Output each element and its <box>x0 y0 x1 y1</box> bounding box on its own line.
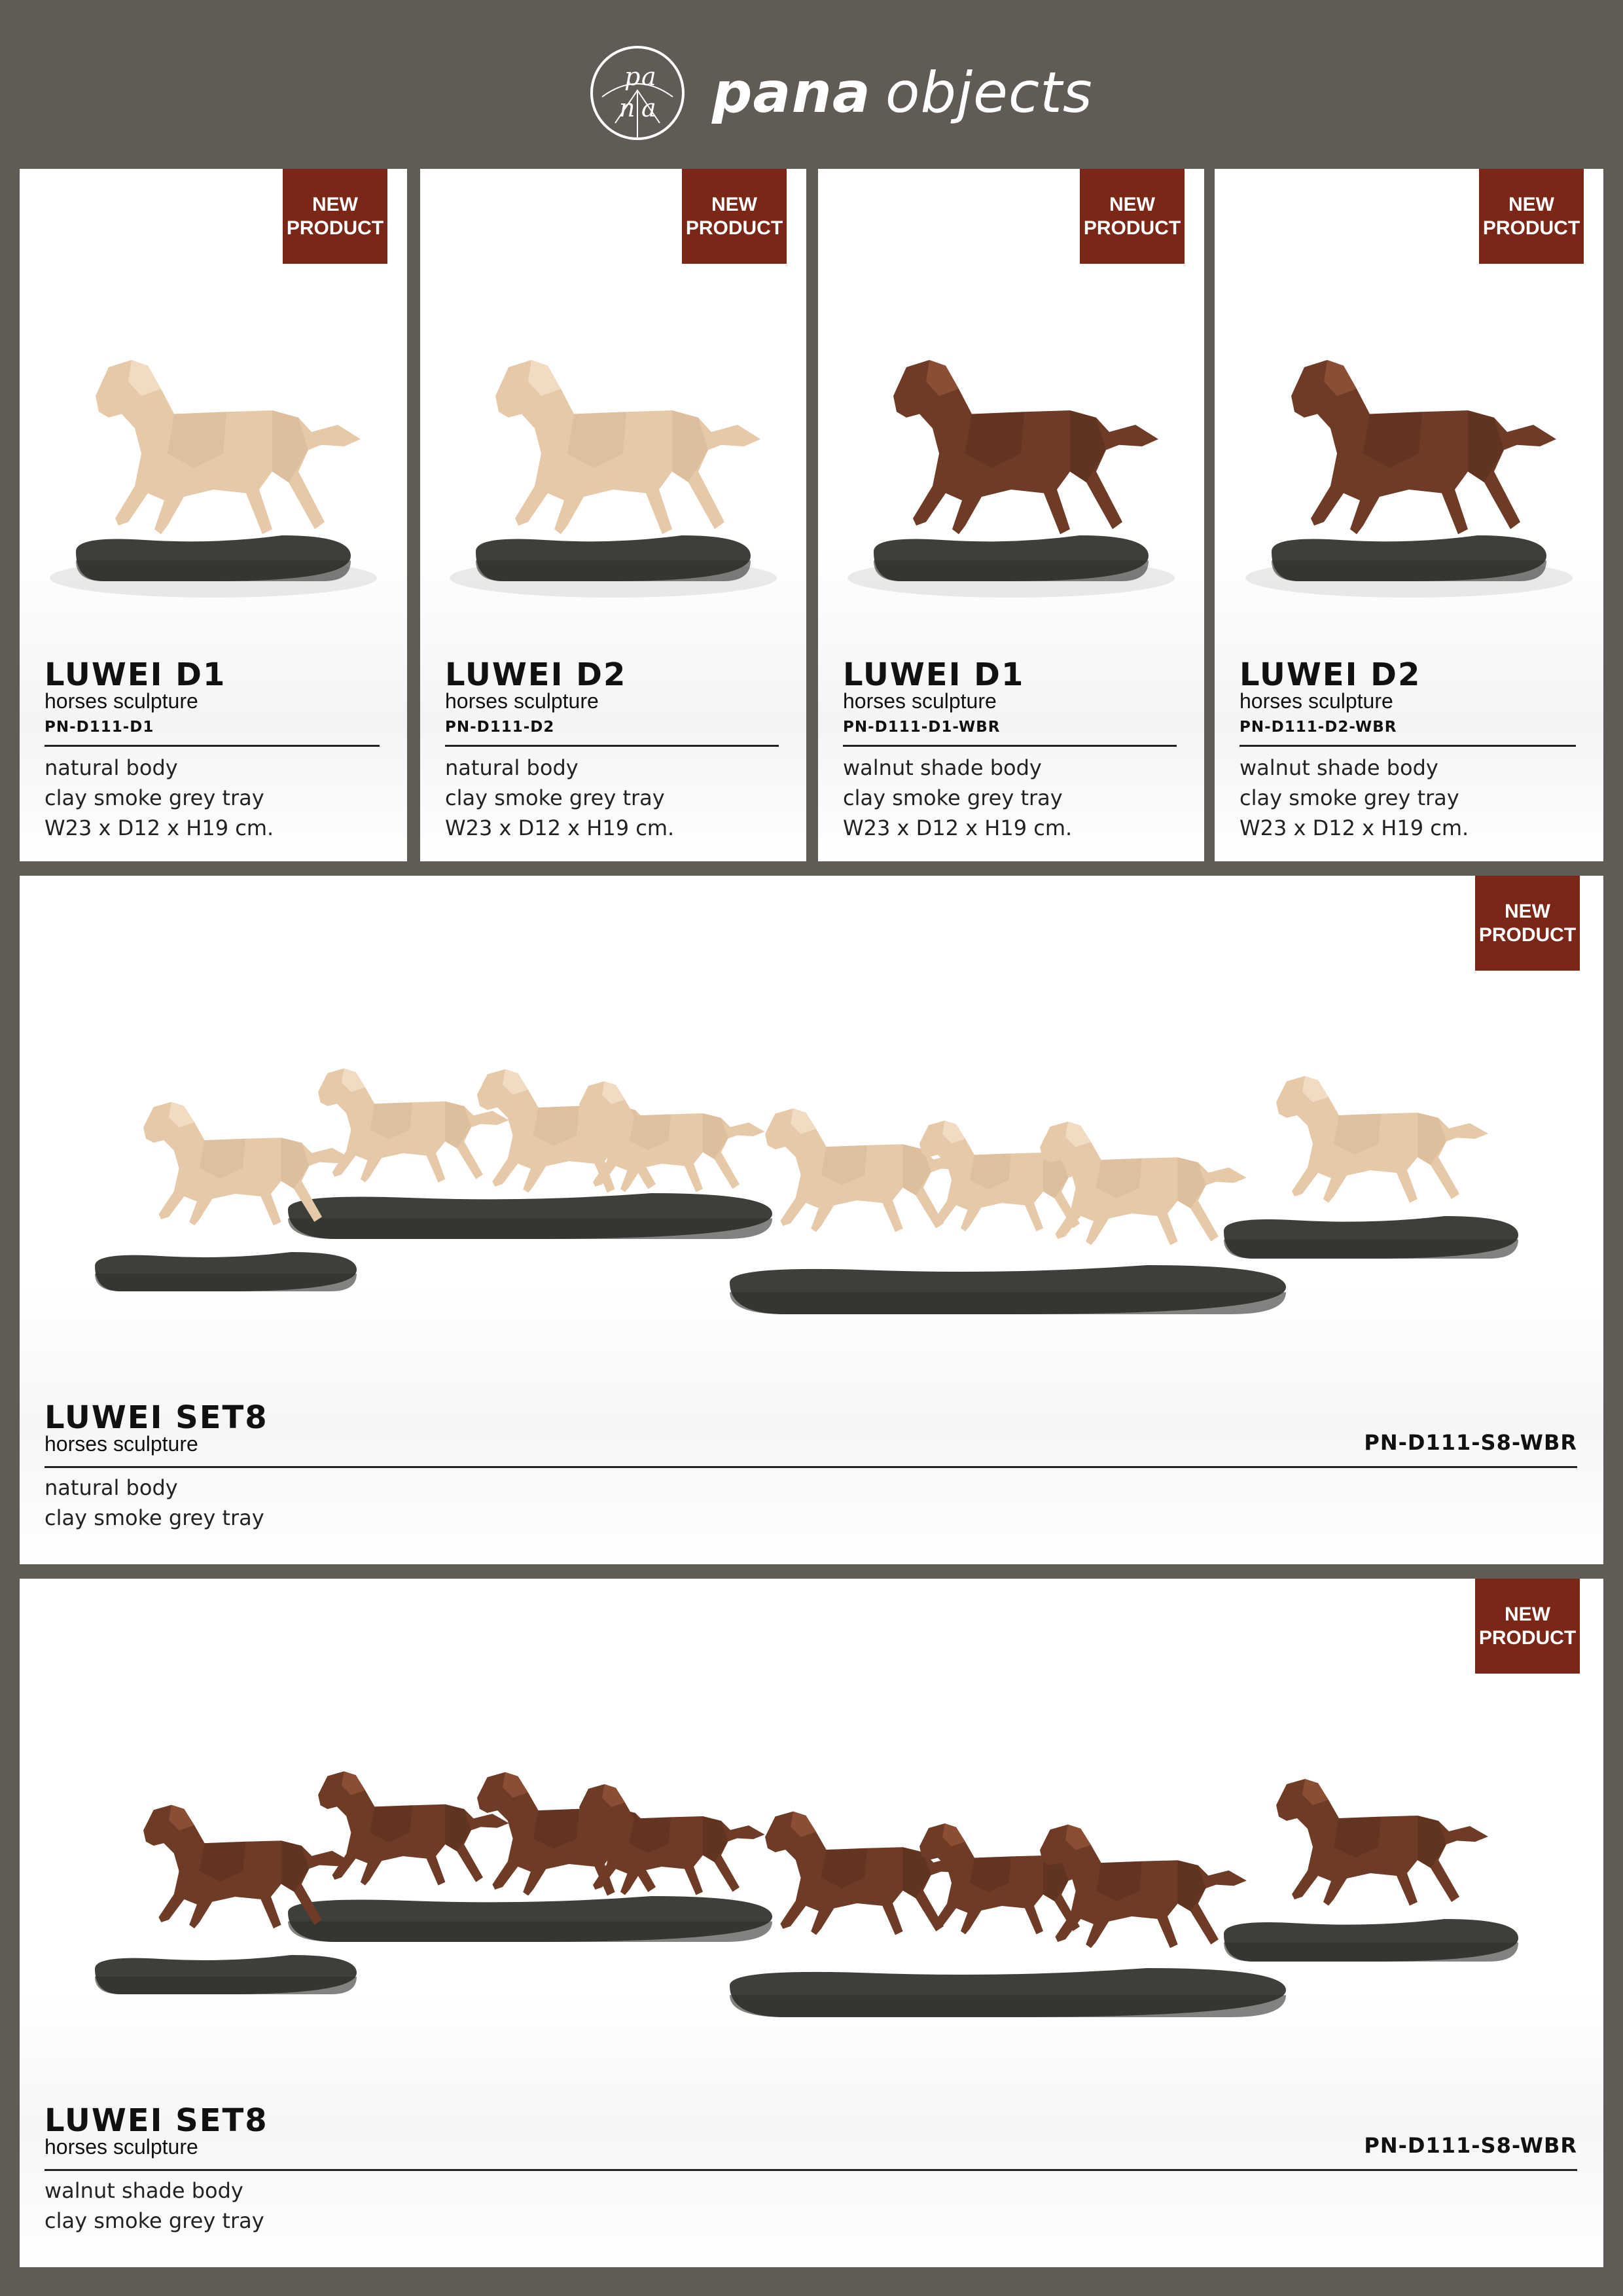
sculpture-set-image <box>20 967 1603 1426</box>
description-line: clay smoke grey tray <box>45 785 264 810</box>
divider <box>1240 745 1576 747</box>
horse-figure <box>495 360 760 534</box>
description-line: walnut shade body <box>45 2178 243 2203</box>
description-line: natural body <box>45 1475 178 1500</box>
divider <box>445 745 779 747</box>
pana-logo-icon <box>589 45 686 141</box>
tray <box>1272 535 1546 581</box>
new-product-badge <box>1080 169 1185 264</box>
horse-figure <box>1040 1825 1247 1948</box>
description-line: W23 x D12 x H19 cm. <box>445 816 675 840</box>
badge-line-1: NEW <box>1508 193 1554 215</box>
logo-letter-3: n <box>619 94 635 122</box>
description-line: clay smoke grey tray <box>445 785 665 810</box>
product-title: LUWEI D2 <box>1240 656 1421 693</box>
tray <box>874 535 1149 581</box>
set-code: PN-D111-S8-WBR <box>1364 2133 1577 2158</box>
set-title: LUWEI SET8 <box>45 1399 268 1436</box>
badge-line-2: PRODUCT <box>286 217 384 239</box>
tray <box>288 1193 772 1239</box>
description-line: natural body <box>445 755 579 780</box>
product-card <box>818 169 1204 861</box>
set-title: LUWEI SET8 <box>45 2102 268 2139</box>
badge-line-2: PRODUCT <box>1482 217 1580 239</box>
divider <box>45 745 380 747</box>
description-line: walnut shade body <box>843 755 1042 780</box>
product-title: LUWEI D2 <box>445 656 627 693</box>
badge-line-1: NEW <box>1109 193 1155 215</box>
tray <box>95 1955 357 1994</box>
product-subtitle: horses sculpture <box>843 689 997 713</box>
horse-figure <box>1276 1779 1488 1906</box>
description-line: clay smoke grey tray <box>843 785 1063 810</box>
sculpture-image <box>1215 319 1603 620</box>
tray <box>288 1896 772 1942</box>
description-line: clay smoke grey tray <box>1240 785 1459 810</box>
tray <box>1224 1919 1518 1962</box>
brand-name <box>712 54 1093 132</box>
divider <box>45 1466 1577 1468</box>
badge-line-1: NEW <box>1505 900 1550 922</box>
description-line: walnut shade body <box>1240 755 1438 780</box>
tray <box>730 1265 1286 1314</box>
product-subtitle: horses sculpture <box>445 689 599 713</box>
sculpture-image <box>420 319 806 620</box>
description-line: clay smoke grey tray <box>45 2208 264 2233</box>
product-title: LUWEI D1 <box>843 656 1025 693</box>
logo-letter-1: p <box>624 62 641 91</box>
divider <box>843 745 1177 747</box>
badge-line-1: NEW <box>711 193 757 215</box>
description-line: W23 x D12 x H19 cm. <box>843 816 1073 840</box>
tray <box>95 1252 357 1291</box>
product-subtitle: horses sculpture <box>1240 689 1393 713</box>
product-code: PN-D111-D1 <box>45 719 154 736</box>
horse-figure <box>1276 1076 1488 1203</box>
description-line: W23 x D12 x H19 cm. <box>45 816 274 840</box>
new-product-badge <box>1475 876 1580 971</box>
product-code: PN-D111-D2 <box>445 719 555 736</box>
badge-line-2: PRODUCT <box>1478 924 1577 946</box>
divider <box>45 2169 1577 2171</box>
product-description <box>1240 753 1469 843</box>
new-product-badge <box>1479 169 1584 264</box>
brand-name-light: objects <box>885 60 1093 126</box>
set-description <box>45 2176 264 2236</box>
badge-line-1: NEW <box>312 193 358 215</box>
product-code: PN-D111-D1-WBR <box>843 719 1001 736</box>
set-subtitle: horses sculpture <box>45 1432 198 1456</box>
horse-figure <box>318 1771 509 1885</box>
new-product-badge <box>682 169 787 264</box>
product-card <box>420 169 806 861</box>
description-line: natural body <box>45 755 178 780</box>
product-subtitle: horses sculpture <box>45 689 198 713</box>
horse-figure <box>1291 360 1556 534</box>
logo-letter-4: a <box>641 94 656 122</box>
set-subtitle: horses sculpture <box>45 2135 198 2159</box>
product-code: PN-D111-D2-WBR <box>1240 719 1397 736</box>
product-card <box>20 169 407 861</box>
tray <box>76 535 351 581</box>
badge-line-1: NEW <box>1505 1603 1550 1625</box>
logo-letter-2: a <box>641 62 656 91</box>
brand-name-bold: pana <box>712 60 871 126</box>
description-line: W23 x D12 x H19 cm. <box>1240 816 1469 840</box>
set-card <box>20 1579 1603 2267</box>
product-description <box>45 753 274 843</box>
tray <box>476 535 751 581</box>
set-card <box>20 876 1603 1564</box>
product-description <box>843 753 1072 843</box>
header <box>0 0 1623 169</box>
product-title: LUWEI D1 <box>45 656 226 693</box>
set-code: PN-D111-S8-WBR <box>1364 1430 1577 1455</box>
horse-figure <box>1040 1122 1247 1246</box>
description-line: clay smoke grey tray <box>45 1505 264 1530</box>
sculpture-image <box>20 319 407 620</box>
new-product-badge <box>283 169 387 264</box>
new-product-badge <box>1475 1579 1580 1674</box>
set-description <box>45 1473 264 1533</box>
sculpture-image <box>818 319 1204 620</box>
horse-figure <box>96 360 361 534</box>
horse-figure <box>318 1068 509 1182</box>
sculpture-set-image <box>20 1670 1603 2128</box>
product-card <box>1215 169 1603 861</box>
product-description <box>445 753 674 843</box>
badge-line-2: PRODUCT <box>1083 217 1181 239</box>
badge-line-2: PRODUCT <box>685 217 783 239</box>
tray <box>730 1968 1286 2017</box>
badge-line-2: PRODUCT <box>1478 1626 1577 1649</box>
tray <box>1224 1216 1518 1259</box>
horse-figure <box>893 360 1158 534</box>
